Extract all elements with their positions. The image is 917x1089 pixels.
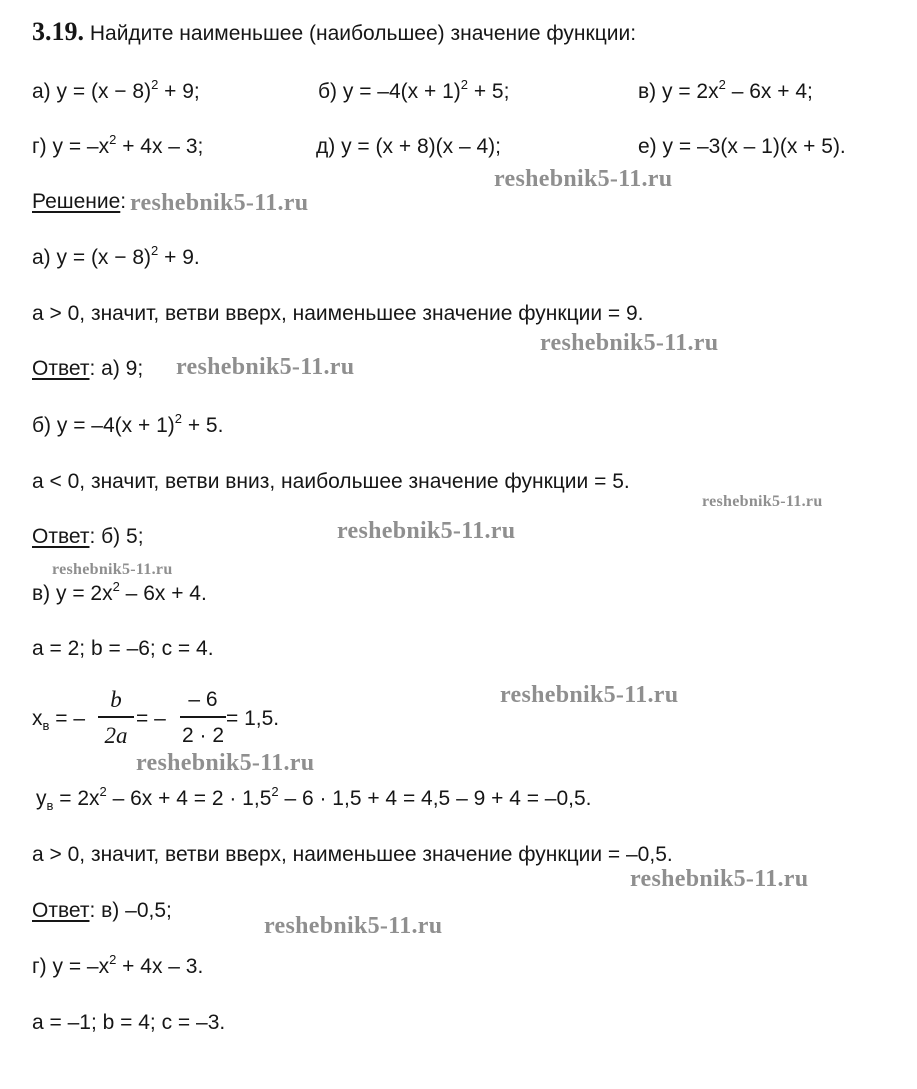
watermark: reshebnik5-11.ru (52, 561, 173, 578)
item-b: б) $y = -4(x + 1)^2 + 5$; (318, 77, 510, 103)
solution-b-answer: Ответ: б) 5; (32, 525, 144, 548)
solution-xv-eq2: = – (136, 707, 166, 730)
watermark: reshebnik5-11.ru (702, 493, 823, 510)
task-number: 3.19. (32, 17, 84, 46)
solution-heading: Решение: (32, 190, 127, 213)
task-header (32, 17, 637, 46)
item-d: д) y = (x + 8)(x – 4); (316, 135, 501, 158)
solution-b-text: a < 0, значит, ветви вниз, наибольшее значение функции = 5. (32, 470, 630, 493)
solution-b-equation: б) $y = -4(x + 1)^2 + 5$. (32, 411, 224, 437)
item-a: а) $y = (x - 8)^2 + 9$; (32, 77, 200, 103)
solution-yv-equation: $y_в = 2x^2 - 6x + 4 = 2 \cdot 1,5^2 - 6 \cdot 1,5 + 4 = 4,5 - 9 + 4 = -0,5$. (36, 784, 592, 813)
solution-xv-lhs: $x_в$ = – (32, 707, 86, 733)
solution-xv-result: = 1,5. (226, 707, 280, 730)
solution-a-equation: а) $y = (x - 8)^2 + 9$. (32, 243, 200, 269)
watermark: reshebnik5-11.ru (176, 354, 355, 380)
watermark: reshebnik5-11.ru (337, 518, 516, 544)
watermark: reshebnik5-11.ru (136, 750, 315, 776)
solution-a-text: a > 0, значит, ветви вверх, наименьшее значение функции = 9. (32, 302, 644, 325)
task-prompt: Найдите наименьшее (наибольшее) значение функции: (89, 22, 637, 45)
watermark: reshebnik5-11.ru (500, 682, 679, 708)
item-g: г) $y = -x^2 + 4x - 3$; (32, 132, 204, 158)
watermark: reshebnik5-11.ru (540, 330, 719, 356)
solution-v-coefficients: a = 2; b = –6; c = 4. (32, 637, 214, 660)
watermark: reshebnik5-11.ru (130, 190, 309, 216)
item-e: е) y = –3(x – 1)(x + 5). (638, 135, 846, 158)
solution-v-answer: Ответ: в) –0,5; (32, 899, 172, 922)
watermark: reshebnik5-11.ru (630, 866, 809, 892)
solution-a-answer: Ответ: а) 9; (32, 357, 144, 380)
item-v: в) $y = 2x^2 - 6x + 4$; (638, 77, 813, 103)
watermark: reshebnik5-11.ru (494, 166, 673, 192)
solution-v-equation: в) $y = 2x^2 - 6x + 4$. (32, 579, 207, 605)
solution-g-coefficients: a = –1; b = 4; c = –3. (32, 1011, 226, 1034)
watermark: reshebnik5-11.ru (264, 913, 443, 939)
solution-g-equation: г) $y = -x^2 + 4x - 3$. (32, 952, 204, 978)
solution-v-text: a > 0, значит, ветви вверх, наименьшее значение функции = –0,5. (32, 843, 673, 866)
fraction-b-over-2a: b 2a (98, 688, 134, 748)
fraction-minus6-over-2x2: – 6 2 · 2 (181, 688, 225, 747)
